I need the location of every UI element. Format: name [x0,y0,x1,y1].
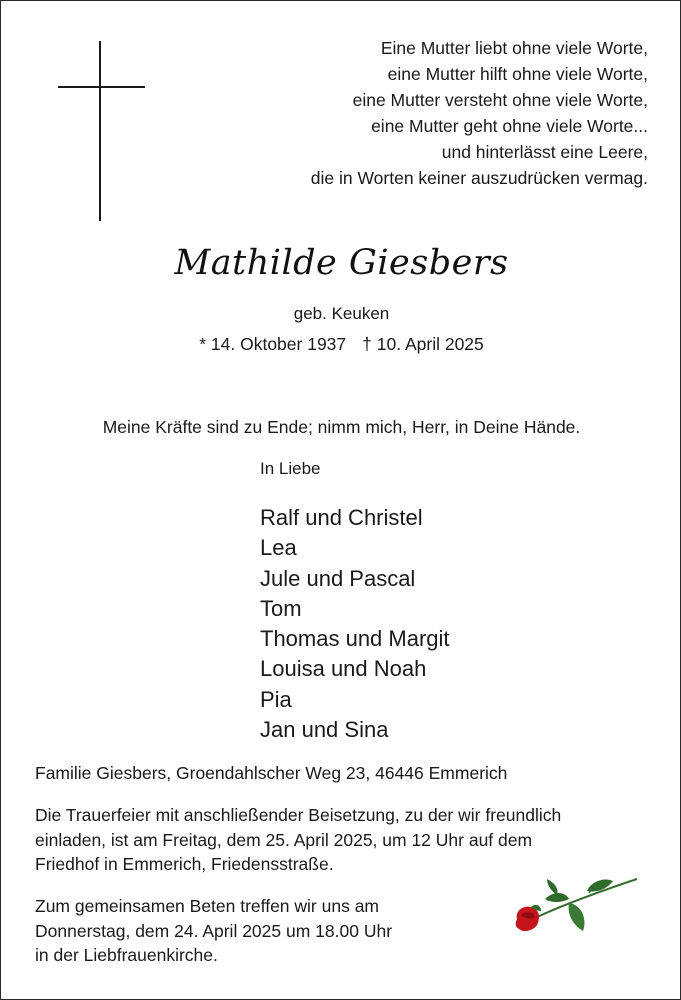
funeral-info [35,803,561,877]
cross-icon [58,41,145,221]
prayer-line: Donnerstag, dem 24. April 2025 um 18.00 Uhr [35,920,393,941]
poem-line: Eine Mutter liebt ohne viele Worte, [380,38,648,58]
survivors-list [260,503,450,745]
birth-name: geb. Keuken [293,304,390,323]
survivor-name: Ralf und Christel [260,505,423,530]
poem-line: eine Mutter geht ohne viele Worte... [371,116,648,136]
prayer-line: Zum gemeinsamen Beten treffen wir uns am [35,896,380,916]
poem-line: und hinterlässt eine Leere, [441,142,648,162]
funeral-line: Die Trauerfeier mit anschließender Beisetzung, zu der wir freundlich [35,805,562,825]
survivor-name: Louisa und Noah [260,656,427,682]
survivor-name: Pia [260,686,292,712]
prayer-line: in der Liebfrauenkirche. [35,945,218,965]
funeral-line: Friedhof in Emmerich, Friedensstraße. [35,854,334,874]
deceased-name: Mathilde Giesbers [174,243,509,283]
life-dates [1,334,681,355]
birth-date: * 14. Oktober 1937 [199,334,347,354]
bible-quote: Meine Kräfte sind zu Ende; nimm mich, Herr, in Deine Hände. [102,417,581,437]
survivor-name: Tom [260,595,302,621]
poem-line: eine Mutter versteht ohne viele Worte, [352,90,648,110]
survivor-name: Thomas und Margit [260,626,450,652]
poem-line: die in Worten keiner auszudrücken vermag. [310,168,648,188]
survivor-name: Lea [260,535,297,561]
poem [311,35,648,191]
family-address: Familie Giesbers, Groendahlscher Weg 23, 46446 Emmerich [35,763,508,783]
farewell-text: In Liebe [260,459,321,478]
prayer-info [35,894,392,968]
death-date: † 10. April 2025 [362,334,484,354]
red-rose-icon [509,869,641,939]
poem-line: eine Mutter hilft ohne viele Worte, [387,64,648,84]
survivor-name: Jan und Sina [260,717,389,743]
funeral-line: einladen, ist am Freitag, dem 25. April 2025, um 12 Uhr auf dem [35,829,533,850]
survivor-name: Jule und Pascal [260,565,416,591]
